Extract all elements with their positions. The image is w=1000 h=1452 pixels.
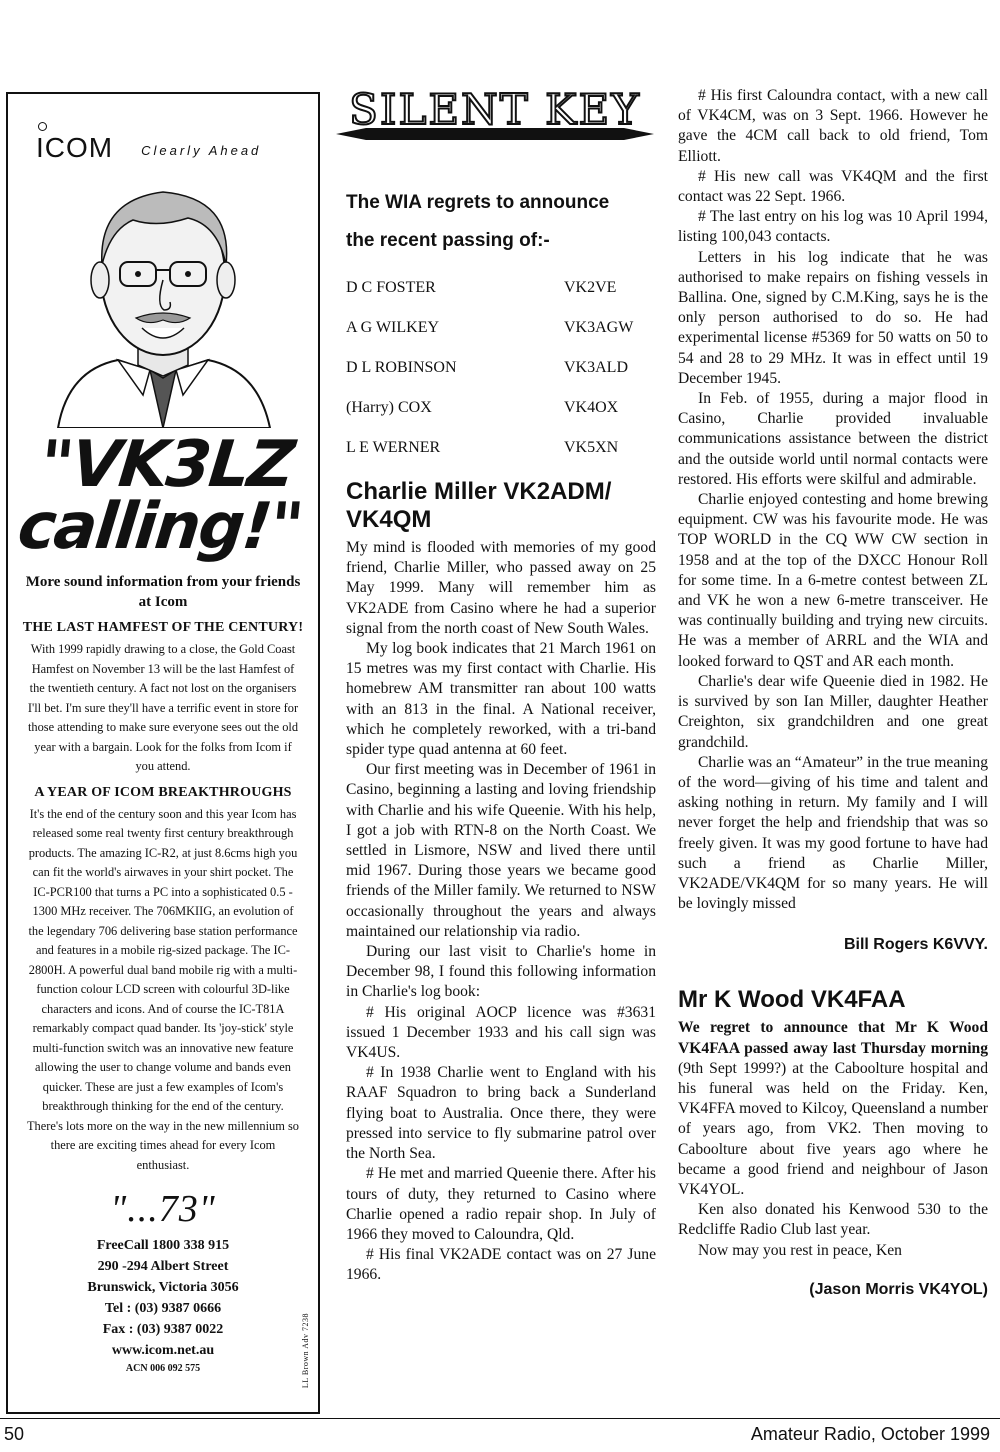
ad-headline xyxy=(11,428,314,564)
ad-website[interactable]: www.icom.net.au xyxy=(111,1343,215,1358)
ad-address-line2: Brunswick, Victoria 3056 xyxy=(87,1280,239,1295)
deaths-list xyxy=(346,268,656,468)
logo-circle-icon xyxy=(38,122,47,131)
middle-column xyxy=(346,184,656,1286)
notice-line2: the recent passing of:- xyxy=(346,230,550,251)
article2-lead xyxy=(678,1018,988,1200)
ad-section1-body: With 1999 rapidly drawing to a close, the Gold Coast Hamfest on November 13 will be the last Hamfest of the twentieth century. A fact not lost on the organisers I'll bet. I'm sure they'll have a terrific event in store for those attending to make sure everyone sees out the old year with a bargain. Look for the folks from Icom if you attend. xyxy=(27,642,299,773)
ad-section1-heading: THE LAST HAMFEST OF THE CENTURY! xyxy=(22,620,304,635)
article1-paragraph: Charlie enjoyed contesting and home brewing equipment. CW was his favourite mode. He was TOP WORLD in the CQ WW CW section in 1958 and at the top of the DXCC Honour Roll for some time. In a 6-metre contest between ZL and VK he won a new 6-metre transceiver. He was continually building and trying new circuits. He was a member of ARRL and the WIA and looked forward to QST and AR each month. xyxy=(678,491,988,670)
death-name: D C FOSTER xyxy=(346,279,436,296)
page-number: 50 xyxy=(4,1424,25,1444)
article1-paragraph: # In 1938 Charlie went to England with his RAAF Squadron to bring back a Sunderland flying boat to Australia. Once there, they were pressed into service to fly submarine patrol over the North Sea. xyxy=(346,1064,656,1163)
article2-title: Mr K Wood VK4FAA xyxy=(678,986,906,1014)
ad-intro: More sound information from your friends at Icom xyxy=(25,574,301,610)
ad-logo-row xyxy=(18,102,308,164)
ad-headline-line1: "VK3LZ xyxy=(36,428,297,502)
article1-body-mid xyxy=(346,538,656,1286)
ad-fax: Fax : (03) 9387 0022 xyxy=(102,1322,224,1337)
death-callsign: VK2VE xyxy=(564,279,617,296)
article1-paragraph: # His original AOCP licence was #3631 issued 1 December 1933 and his call sign was VK4US. xyxy=(346,1003,656,1062)
article1-paragraph: My log book indicates that 21 March 1961 on 15 metres was my first contact with Charlie. His homebrew AM transmitter ran about 100 watts with an 813 in the final. A National receiver, which he completely reworked, with a tri-band spider type quad antenna at 60 feet. xyxy=(346,640,656,759)
caricature-portrait xyxy=(38,170,288,428)
death-name: L E WERNER xyxy=(346,439,441,456)
ad-telephone: Tel : (03) 9387 0666 xyxy=(104,1301,222,1316)
article1-paragraph: Our first meeting was in December of 1961 in Casino, beginning a lasting and loving friendship with Charlie and his wife Queenie. With his help, I got a job with RTN-8 on the North Coast. We settled in Lismore, NSW and lived there until mid 1967. During those years we became good friends of the Miller family. We returned to NSW occasionally throughout the years and always maintained our relationship via radio. xyxy=(346,761,656,940)
article1-signature: Bill Rogers K6VVY. xyxy=(843,936,988,954)
article1-paragraph: # His new call was VK4QM and the first contact was 22 Sept. 1966. xyxy=(678,167,988,206)
ad-signoff: "...73" xyxy=(110,1188,216,1230)
death-row xyxy=(346,388,656,428)
article1-paragraph: Letters in his log indicate that he was authorised to make repairs on fishing vessels in Ballina. One, signed by C.M.King, says he is the only person authorised to do so. He had experimental license #5369 for 50 watts on 50 to 54 and 28 to 29 MHz. It was in effect until 19 December 1945. xyxy=(678,248,988,387)
death-name: (Harry) COX xyxy=(346,399,432,416)
wia-notice xyxy=(346,184,656,260)
ad-agency-credit: LL Brown Adv 7238 xyxy=(301,1312,310,1388)
death-row xyxy=(346,308,656,348)
ad-section2-body: It's the end of the century soon and this year Icom has released some real twenty first century breakthrough products. The amazing IC-R2, at just 8.6cms high you can fit the world's airwaves in your shirt pocket. The IC-PCR100 that turns a PC into a sophisticated 0.5 - 1300 MHz receiver. The 706MKIIG, an evolution of the legendary 706 delivering base station performance and features in a mobile rig-sized package. The IC-2800H. A powerful dual band mobile rig with a multi-function colour LCD screen with colourful 3D-like characters and icons. And of course the IC-T81A remarkably compact quad bander. Its 'joy-stick' style multi-function switch was an innovative new feature allowing the user to change volume and bands even quicker. These are just a few examples of Icom's breakthrough thinking for the end of the century. There's lots more on the way in the new millennium so there are exciting times ahead for every Icom enthusiast. xyxy=(26,806,300,1172)
article1-paragraph: Charlie's dear wife Queenie died in 1982. He is survived by son Ian Miller, daughter Heather Creighton, six grandchildren and one great grandchild. xyxy=(678,672,988,751)
icom-logo xyxy=(36,118,113,164)
article1-paragraph: # His final VK2ADE contact was on 27 June 1966. xyxy=(346,1246,656,1284)
article2-body xyxy=(678,1018,988,1260)
article1-title: Charlie Miller VK2ADM/ VK4QM xyxy=(346,478,612,533)
ad-contact-block xyxy=(18,1235,308,1377)
article2-lead-rest: (9th Sept 1999?) at the Caboolture hospital and his funeral was held on the Friday. Ken, VK4FFA moved to Kilcoy, Queensland a number of years ago, from VK2. Then moving to Caboolture about five years ago where he became a good friend and neighbour of Jason VK4YOL. xyxy=(678,1059,988,1198)
death-name: D L ROBINSON xyxy=(346,359,457,376)
article2-paragraph: Ken also donated his Kenwood 530 to the Redcliffe Radio Club last year. xyxy=(678,1201,988,1239)
icom-advertisement xyxy=(6,92,320,1414)
death-callsign: VK3ALD xyxy=(564,359,628,376)
article1-paragraph: In Feb. of 1955, during a major flood in Casino, Charlie provided invaluable communications assistance between the district and the outside world until normal contacts were restored. His efforts were skilful and admirable. xyxy=(678,390,988,488)
article1-paragraph: # The last entry on his log was 10 April 1994, listing 100,043 contacts. xyxy=(678,208,988,246)
death-callsign: VK5XN xyxy=(564,439,619,456)
article2-signature: (Jason Morris VK4YOL) xyxy=(809,1280,988,1298)
banner-title: SILENT KEY xyxy=(349,85,641,134)
death-name: A G WILKEY xyxy=(346,319,440,336)
ad-acn: ACN 006 092 575 xyxy=(125,1363,201,1374)
logo-text: ICOM xyxy=(36,132,114,163)
ad-section2-heading: A YEAR OF ICOM BREAKTHROUGHS xyxy=(34,784,292,800)
death-callsign: VK3AGW xyxy=(564,319,634,336)
article2-lead-bold: We regret to announce that Mr K Wood VK4FAA passed away last Thursday morning xyxy=(678,1019,988,1057)
death-row xyxy=(346,428,656,468)
ad-address-line1: 290 -294 Albert Street xyxy=(97,1259,229,1274)
notice-line1: The WIA regrets to announce xyxy=(346,192,610,213)
ad-headline-line2: calling!" xyxy=(14,490,306,564)
article2-paragraph: Now may you rest in peace, Ken xyxy=(698,1241,902,1259)
article1-paragraph: My mind is flooded with memories of my good friend, Charlie Miller, who passed away on 25 May 1999. Many will remember him as VK2ADE from Casino where he had a superior signal from the north coast of New South Wales. xyxy=(346,539,656,637)
silent-key-banner xyxy=(336,84,654,144)
footer-rule xyxy=(0,1418,1000,1419)
ad-tagline: Clearly Ahead xyxy=(141,143,262,158)
article1-body-right xyxy=(678,86,988,914)
magazine-issue: Amateur Radio, October 1999 xyxy=(750,1424,990,1444)
right-column xyxy=(678,86,988,1299)
death-row xyxy=(346,268,656,308)
article1-paragraph: Charlie was an “Amateur” in the true meaning of the word—giving of his time and talent and asking nothing in return. My family and I will never forget the help and friendship that was so freely given. It was my good fortune to have had such a friend as Charlie Miller, VK2ADE/VK4QM for so many years. He will be lovingly missed xyxy=(678,753,988,913)
article1-paragraph: During our last visit to Charlie's home in December 98, I found this following information in Charlie's log book: xyxy=(346,943,656,1001)
ad-freecall: FreeCall 1800 338 915 xyxy=(96,1238,230,1253)
article1-paragraph: # His first Caloundra contact, with a new call of VK4CM, was on 3 Sept. 1966. However he gave the 4CM call back to old friend, Tom Elliott. xyxy=(678,87,988,165)
death-row xyxy=(346,348,656,388)
death-callsign: VK4OX xyxy=(564,399,619,416)
article1-paragraph: # He met and married Queenie there. After his tours of duty, they returned to Casino where Charlie opened a radio repair shop. In July of 1966 they moved to Caloundra, Qld. xyxy=(346,1165,656,1243)
